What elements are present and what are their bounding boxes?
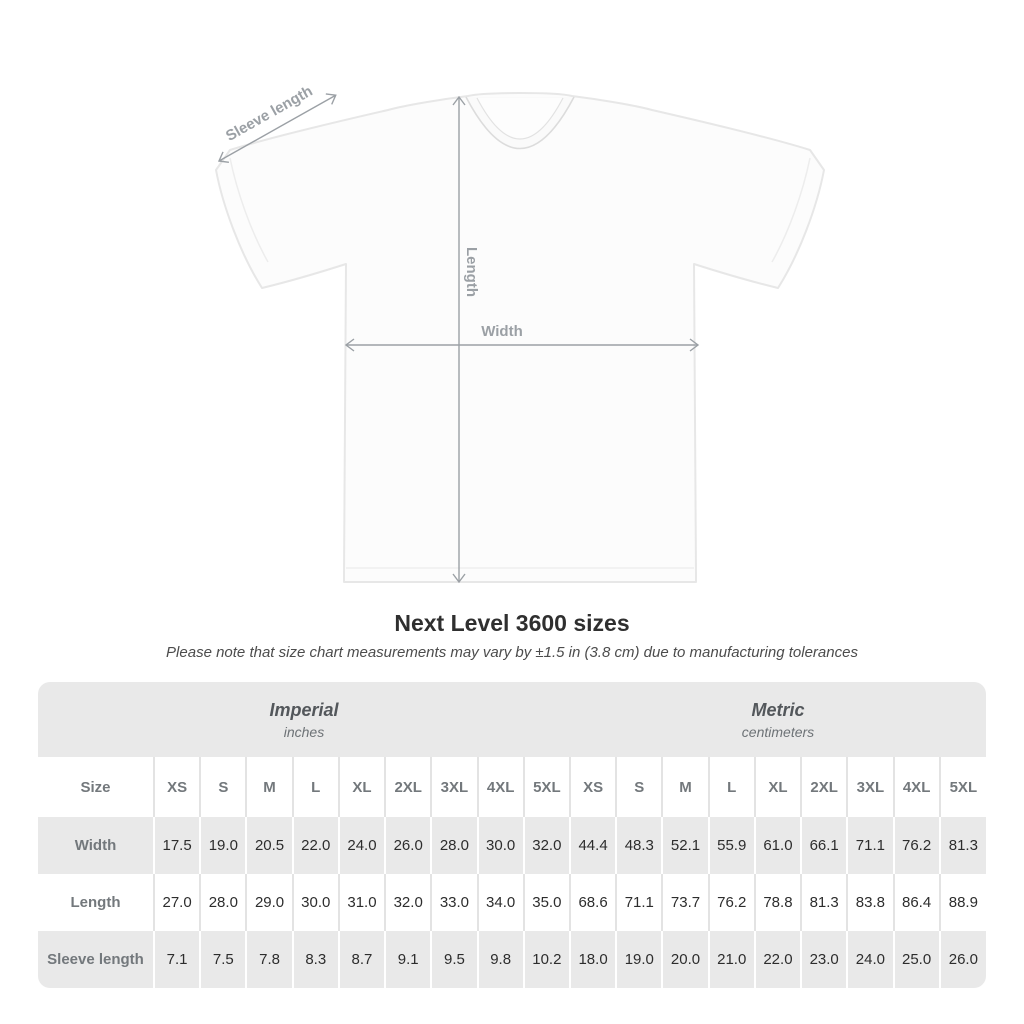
measurement-row-width xyxy=(38,817,986,874)
metric-header: Metric xyxy=(751,699,805,720)
imperial-size-5xl: 5XL xyxy=(524,757,570,817)
imperial-value: 19.0 xyxy=(200,817,246,874)
metric-value: 44.4 xyxy=(570,817,616,874)
metric-value: 88.9 xyxy=(940,874,986,931)
imperial-value: 34.0 xyxy=(478,874,524,931)
imperial-value: 17.5 xyxy=(154,817,200,874)
metric-value: 66.1 xyxy=(801,817,847,874)
row-label: Length xyxy=(70,894,121,911)
imperial-value: 7.1 xyxy=(154,931,200,988)
measurement-row-length xyxy=(38,874,986,931)
metric-value: 76.2 xyxy=(709,874,755,931)
metric-value: 25.0 xyxy=(894,931,940,988)
imperial-value: 30.0 xyxy=(478,817,524,874)
imperial-value: 29.0 xyxy=(246,874,292,931)
metric-value: 81.3 xyxy=(940,817,986,874)
metric-size-5xl: 5XL xyxy=(940,757,986,817)
metric-size-xs: XS xyxy=(570,757,616,817)
metric-value: 71.1 xyxy=(616,874,662,931)
imperial-unit: inches xyxy=(283,723,325,740)
imperial-value: 9.5 xyxy=(431,931,477,988)
imperial-value: 26.0 xyxy=(385,817,431,874)
size-chart xyxy=(38,682,986,988)
size-chart-table xyxy=(38,682,986,988)
imperial-value: 32.0 xyxy=(524,817,570,874)
imperial-value: 30.0 xyxy=(293,874,339,931)
metric-size-2xl: 2XL xyxy=(801,757,847,817)
imperial-header: Imperial xyxy=(269,699,339,720)
metric-value: 55.9 xyxy=(709,817,755,874)
metric-value: 73.7 xyxy=(662,874,708,931)
metric-value: 61.0 xyxy=(755,817,801,874)
width-label: Width xyxy=(481,323,523,340)
metric-size-4xl: 4XL xyxy=(894,757,940,817)
metric-value: 78.8 xyxy=(755,874,801,931)
metric-value: 20.0 xyxy=(662,931,708,988)
metric-size-s: S xyxy=(616,757,662,817)
unit-header-row xyxy=(38,682,986,757)
metric-value: 48.3 xyxy=(616,817,662,874)
imperial-value: 24.0 xyxy=(339,817,385,874)
metric-value: 22.0 xyxy=(755,931,801,988)
imperial-value: 9.1 xyxy=(385,931,431,988)
imperial-size-xs: XS xyxy=(154,757,200,817)
metric-value: 76.2 xyxy=(894,817,940,874)
row-label: Sleeve length xyxy=(47,951,144,968)
row-label: Width xyxy=(74,837,117,854)
imperial-header-cell xyxy=(38,682,570,757)
imperial-value: 32.0 xyxy=(385,874,431,931)
metric-size-m: M xyxy=(662,757,708,817)
imperial-value: 35.0 xyxy=(524,874,570,931)
imperial-value: 22.0 xyxy=(293,817,339,874)
length-label: Length xyxy=(463,247,480,297)
metric-value: 21.0 xyxy=(709,931,755,988)
imperial-size-xl: XL xyxy=(339,757,385,817)
metric-value: 86.4 xyxy=(894,874,940,931)
imperial-size-2xl: 2XL xyxy=(385,757,431,817)
metric-value: 71.1 xyxy=(847,817,893,874)
imperial-value: 20.5 xyxy=(246,817,292,874)
metric-value: 26.0 xyxy=(940,931,986,988)
metric-value: 83.8 xyxy=(847,874,893,931)
imperial-value: 10.2 xyxy=(524,931,570,988)
imperial-size-l: L xyxy=(293,757,339,817)
metric-size-3xl: 3XL xyxy=(847,757,893,817)
metric-value: 24.0 xyxy=(847,931,893,988)
size-header-label: Size xyxy=(80,778,111,796)
imperial-value: 27.0 xyxy=(154,874,200,931)
imperial-value: 31.0 xyxy=(339,874,385,931)
imperial-value: 9.8 xyxy=(478,931,524,988)
page-title: Next Level 3600 sizes xyxy=(394,610,630,636)
metric-size-xl: XL xyxy=(755,757,801,817)
metric-value: 81.3 xyxy=(801,874,847,931)
metric-value: 18.0 xyxy=(570,931,616,988)
measurement-row-sleeve-length xyxy=(38,931,986,988)
sleeve-length-label: Sleeve length xyxy=(222,82,316,145)
metric-value: 52.1 xyxy=(662,817,708,874)
size-header-row xyxy=(38,757,986,817)
metric-unit: centimeters xyxy=(741,723,815,740)
tolerance-note: Please note that size chart measurements may vary by ±1.5 in (3.8 cm) due to manufacturing tolerances xyxy=(166,644,858,661)
imperial-size-3xl: 3XL xyxy=(431,757,477,817)
imperial-value: 7.5 xyxy=(200,931,246,988)
metric-value: 68.6 xyxy=(570,874,616,931)
imperial-value: 28.0 xyxy=(200,874,246,931)
metric-value: 19.0 xyxy=(616,931,662,988)
imperial-value: 8.7 xyxy=(339,931,385,988)
imperial-value: 28.0 xyxy=(431,817,477,874)
imperial-value: 8.3 xyxy=(293,931,339,988)
metric-header-cell xyxy=(570,682,986,757)
metric-value: 23.0 xyxy=(801,931,847,988)
metric-size-l: L xyxy=(709,757,755,817)
imperial-value: 33.0 xyxy=(431,874,477,931)
imperial-value: 7.8 xyxy=(246,931,292,988)
imperial-size-s: S xyxy=(200,757,246,817)
imperial-size-m: M xyxy=(246,757,292,817)
imperial-size-4xl: 4XL xyxy=(478,757,524,817)
